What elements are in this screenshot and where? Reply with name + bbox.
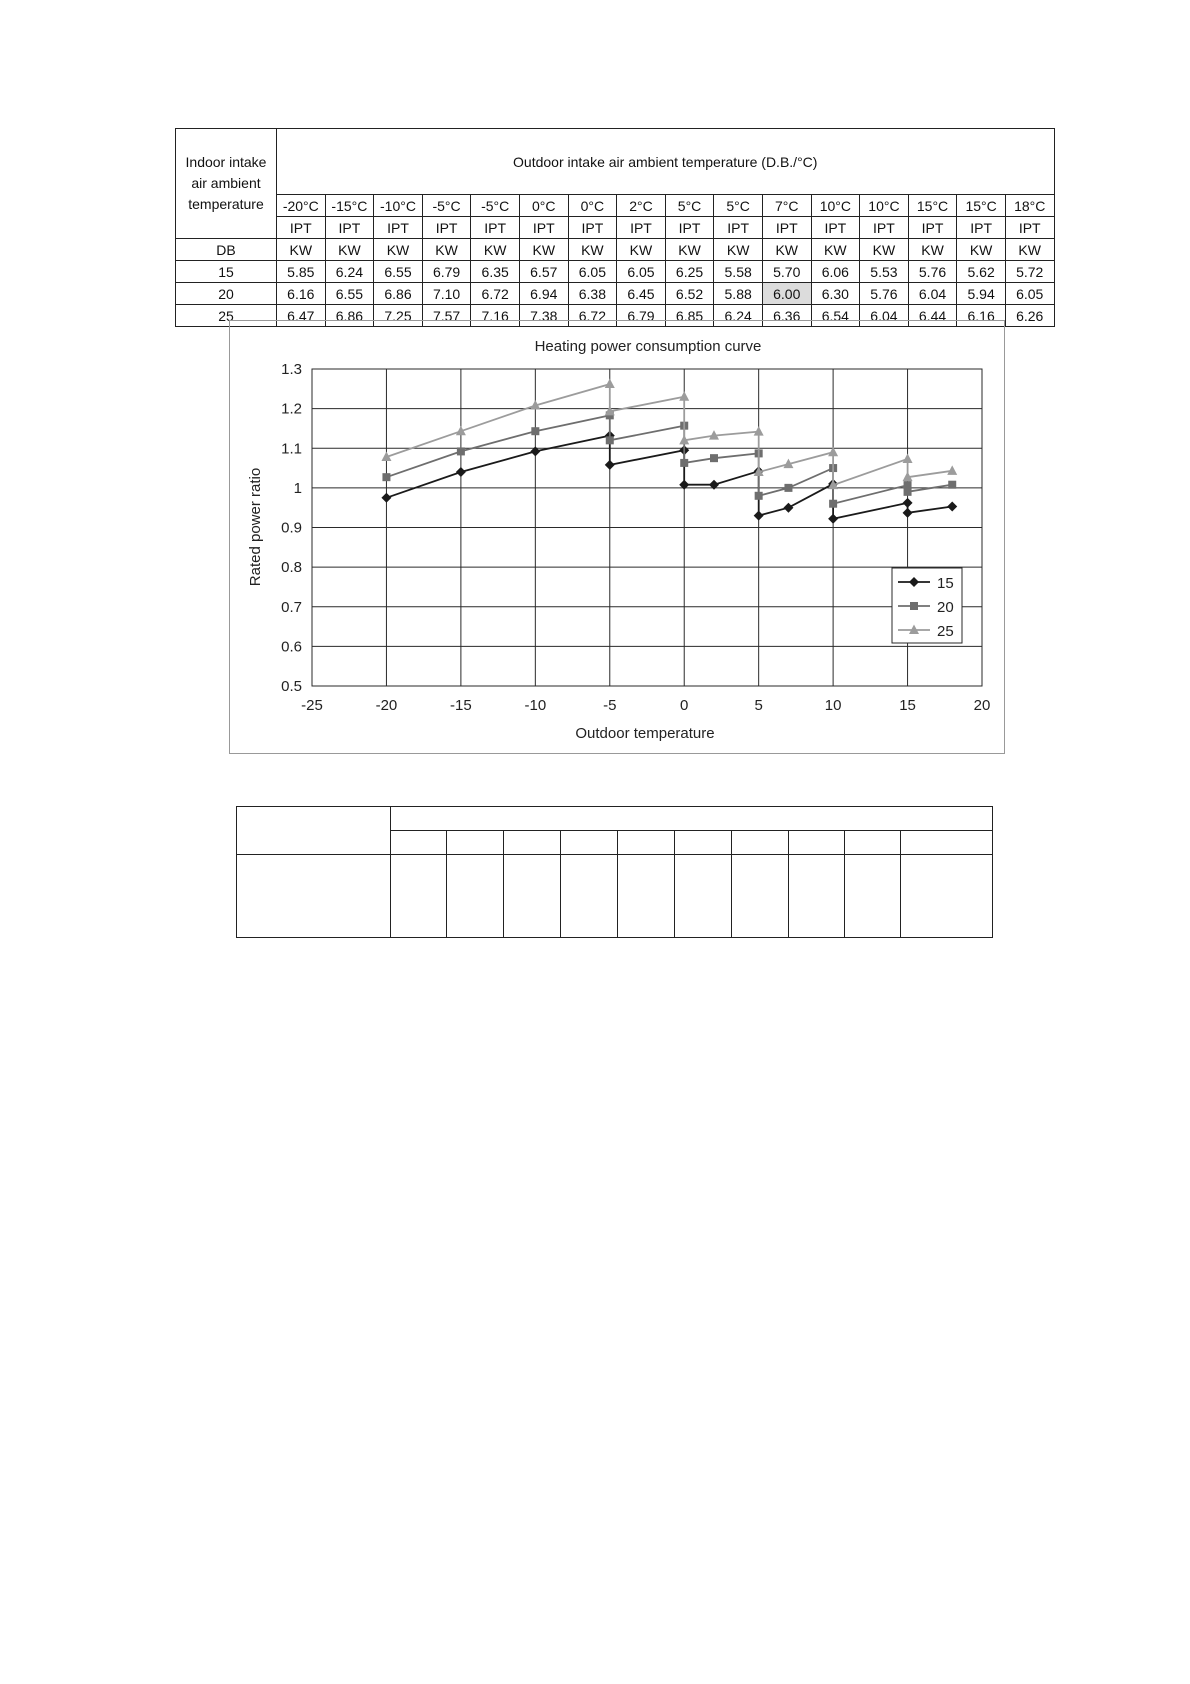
kw-cell: KW — [617, 239, 666, 261]
data-point-triangle — [903, 453, 913, 463]
blank-cell — [789, 831, 845, 855]
value-cell: 6.04 — [860, 305, 909, 327]
kw-cell: KW — [811, 239, 860, 261]
data-point-diamond — [783, 503, 793, 513]
y-tick-label: 0.9 — [281, 519, 302, 537]
kw-cell: KW — [422, 239, 471, 261]
data-point-square — [904, 488, 912, 496]
kw-cell: KW — [908, 239, 957, 261]
y-tick-label: 0.7 — [281, 598, 302, 616]
value-cell: 6.72 — [471, 283, 520, 305]
y-tick-label: 1.3 — [281, 361, 302, 378]
value-cell: 6.79 — [617, 305, 666, 327]
kw-cell: KW — [519, 239, 568, 261]
data-point-square — [829, 500, 837, 508]
kw-cell: KW — [1005, 239, 1054, 261]
column-header: 15°C — [957, 195, 1006, 217]
data-point-diamond — [903, 508, 913, 518]
value-cell: 6.30 — [811, 283, 860, 305]
ipt-cell: IPT — [811, 217, 860, 239]
column-header: 18°C — [1005, 195, 1054, 217]
data-point-triangle — [605, 379, 615, 389]
value-cell: 6.25 — [665, 261, 714, 283]
kw-cell: KW — [277, 239, 326, 261]
column-header: -5°C — [471, 195, 520, 217]
column-header: -5°C — [422, 195, 471, 217]
column-header: 2°C — [617, 195, 666, 217]
data-point-diamond — [754, 511, 764, 521]
value-cell: 7.10 — [422, 283, 471, 305]
y-tick-label: 0.8 — [281, 559, 302, 577]
x-tick-label: -10 — [524, 697, 547, 714]
value-cell: 5.53 — [860, 261, 909, 283]
column-header: 0°C — [519, 195, 568, 217]
data-point-square — [457, 447, 465, 455]
y-tick-label: 1 — [293, 479, 302, 497]
value-cell: 6.05 — [1005, 283, 1054, 305]
kw-cell: KW — [714, 239, 763, 261]
ipt-cell: IPT — [471, 217, 520, 239]
kw-cell: KW — [957, 239, 1006, 261]
series-line-20 — [386, 415, 952, 503]
value-cell: 6.79 — [422, 261, 471, 283]
data-point-diamond — [828, 514, 838, 524]
blank-cell — [391, 831, 447, 855]
blank-table — [236, 806, 993, 938]
value-cell: 6.94 — [519, 283, 568, 305]
legend-label: 15 — [937, 575, 954, 592]
x-tick-label: 10 — [824, 697, 842, 714]
value-cell: 6.52 — [665, 283, 714, 305]
blank-cell — [561, 855, 618, 938]
ipt-cell: IPT — [617, 217, 666, 239]
x-tick-label: -25 — [301, 697, 323, 714]
value-cell: 6.36 — [762, 305, 811, 327]
kw-cell: KW — [374, 239, 423, 261]
column-header: -15°C — [325, 195, 374, 217]
row-header-line: Indoor intake — [185, 154, 267, 170]
blank-cell — [447, 831, 504, 855]
data-point-triangle — [754, 426, 764, 436]
blank-cell — [504, 831, 561, 855]
y-tick-label: 1.1 — [281, 440, 302, 458]
row-header-line: temperature — [188, 196, 264, 212]
blank-cell — [789, 855, 845, 938]
value-cell: 6.54 — [811, 305, 860, 327]
kw-cell: KW — [860, 239, 909, 261]
column-header: 10°C — [860, 195, 909, 217]
column-header: 5°C — [714, 195, 763, 217]
blank-cell — [732, 855, 789, 938]
value-cell: 6.47 — [277, 305, 326, 327]
blank-cell — [447, 855, 504, 938]
power-consumption-table — [175, 128, 1055, 327]
value-cell: 6.24 — [714, 305, 763, 327]
x-tick-label: 0 — [680, 697, 689, 714]
ipt-cell: IPT — [665, 217, 714, 239]
data-point-diamond — [381, 493, 391, 503]
blank-cell — [901, 855, 993, 938]
ipt-cell: IPT — [374, 217, 423, 239]
db-cell: DB — [176, 239, 277, 261]
blank-cell — [237, 855, 391, 938]
kw-cell: KW — [325, 239, 374, 261]
value-cell: 5.94 — [957, 283, 1006, 305]
indoor-temp-cell: 25 — [176, 305, 277, 327]
column-header: -10°C — [374, 195, 423, 217]
value-cell: 6.16 — [277, 283, 326, 305]
ipt-cell: IPT — [908, 217, 957, 239]
x-tick-label: -20 — [375, 697, 398, 714]
value-cell: 5.70 — [762, 261, 811, 283]
value-cell: 6.35 — [471, 261, 520, 283]
data-point-square — [531, 427, 539, 435]
ipt-cell: IPT — [762, 217, 811, 239]
ipt-cell: IPT — [277, 217, 326, 239]
outdoor-header: Outdoor intake air ambient temperature (D.B./°C) — [277, 129, 1055, 195]
blank-cell — [618, 855, 675, 938]
value-cell: 5.58 — [714, 261, 763, 283]
data-point-diamond — [605, 460, 615, 470]
data-point-square — [784, 484, 792, 492]
value-cell: 6.55 — [374, 261, 423, 283]
value-cell: 5.76 — [860, 283, 909, 305]
value-cell: 6.24 — [325, 261, 374, 283]
value-cell: 6.00 — [762, 283, 811, 305]
value-cell: 6.06 — [811, 261, 860, 283]
x-tick-label: -15 — [450, 697, 472, 714]
indoor-temp-cell: 20 — [176, 283, 277, 305]
data-point-square — [948, 481, 956, 489]
column-header: 7°C — [762, 195, 811, 217]
blank-cell — [845, 831, 901, 855]
value-cell: 6.04 — [908, 283, 957, 305]
x-tick-label: 15 — [899, 697, 916, 714]
blank-cell — [237, 807, 391, 855]
row-header-cell — [176, 129, 277, 239]
kw-cell: KW — [762, 239, 811, 261]
value-cell: 6.86 — [325, 305, 374, 327]
y-tick-label: 0.5 — [281, 678, 302, 695]
ipt-cell: IPT — [714, 217, 763, 239]
data-point-square — [910, 602, 918, 610]
data-point-square — [606, 436, 614, 444]
data-point-square — [680, 459, 688, 467]
data-point-triangle — [679, 391, 689, 401]
row-header-line: air ambient — [191, 175, 261, 191]
chart-title: Heating power consumption curve — [534, 338, 762, 355]
x-axis-label: Outdoor temperature — [575, 725, 715, 742]
x-tick-label: 5 — [754, 697, 763, 714]
value-cell: 6.26 — [1005, 305, 1054, 327]
value-cell: 6.57 — [519, 261, 568, 283]
value-cell: 7.25 — [374, 305, 423, 327]
blank-cell — [675, 831, 732, 855]
value-cell: 6.16 — [957, 305, 1006, 327]
indoor-temp-cell: 15 — [176, 261, 277, 283]
power-consumption-chart — [230, 321, 1006, 755]
data-point-diamond — [456, 467, 466, 477]
column-header: 0°C — [568, 195, 617, 217]
value-cell: 5.76 — [908, 261, 957, 283]
value-cell: 6.05 — [568, 261, 617, 283]
data-point-diamond — [947, 501, 957, 511]
ipt-cell: IPT — [422, 217, 471, 239]
blank-cell — [391, 855, 447, 938]
value-cell: 7.57 — [422, 305, 471, 327]
y-axis-label: Rated power ratio — [247, 467, 264, 587]
ipt-cell: IPT — [860, 217, 909, 239]
column-header: -20°C — [277, 195, 326, 217]
y-tick-label: 1.2 — [281, 400, 302, 418]
value-cell: 6.45 — [617, 283, 666, 305]
data-point-square — [710, 454, 718, 462]
ipt-cell: IPT — [568, 217, 617, 239]
ipt-cell: IPT — [325, 217, 374, 239]
blank-cell — [675, 855, 732, 938]
data-point-triangle — [947, 465, 957, 475]
data-point-square — [755, 492, 763, 500]
value-cell: 5.88 — [714, 283, 763, 305]
value-cell: 6.85 — [665, 305, 714, 327]
value-cell: 7.38 — [519, 305, 568, 327]
value-cell: 5.85 — [277, 261, 326, 283]
blank-cell — [845, 855, 901, 938]
blank-cell — [901, 831, 993, 855]
legend-label: 25 — [937, 623, 954, 640]
x-tick-label: 20 — [973, 697, 991, 714]
data-point-square — [382, 473, 390, 481]
value-cell: 6.05 — [617, 261, 666, 283]
column-header: 5°C — [665, 195, 714, 217]
blank-cell — [391, 807, 993, 831]
y-tick-label: 0.6 — [281, 638, 302, 656]
legend-label: 20 — [937, 599, 954, 616]
kw-cell: KW — [568, 239, 617, 261]
value-cell: 5.72 — [1005, 261, 1054, 283]
ipt-cell: IPT — [1005, 217, 1054, 239]
blank-cell — [561, 831, 618, 855]
value-cell: 7.16 — [471, 305, 520, 327]
value-cell: 6.38 — [568, 283, 617, 305]
blank-cell — [504, 855, 561, 938]
value-cell: 6.72 — [568, 305, 617, 327]
ipt-cell: IPT — [519, 217, 568, 239]
column-header: 15°C — [908, 195, 957, 217]
kw-cell: KW — [665, 239, 714, 261]
kw-cell: KW — [471, 239, 520, 261]
value-cell: 6.86 — [374, 283, 423, 305]
value-cell: 5.62 — [957, 261, 1006, 283]
x-tick-label: -5 — [603, 697, 617, 714]
chart-frame — [229, 320, 1005, 754]
blank-cell — [732, 831, 789, 855]
value-cell: 6.44 — [908, 305, 957, 327]
data-point-diamond — [903, 498, 913, 508]
value-cell: 6.55 — [325, 283, 374, 305]
ipt-cell: IPT — [957, 217, 1006, 239]
column-header: 10°C — [811, 195, 860, 217]
blank-cell — [618, 831, 675, 855]
